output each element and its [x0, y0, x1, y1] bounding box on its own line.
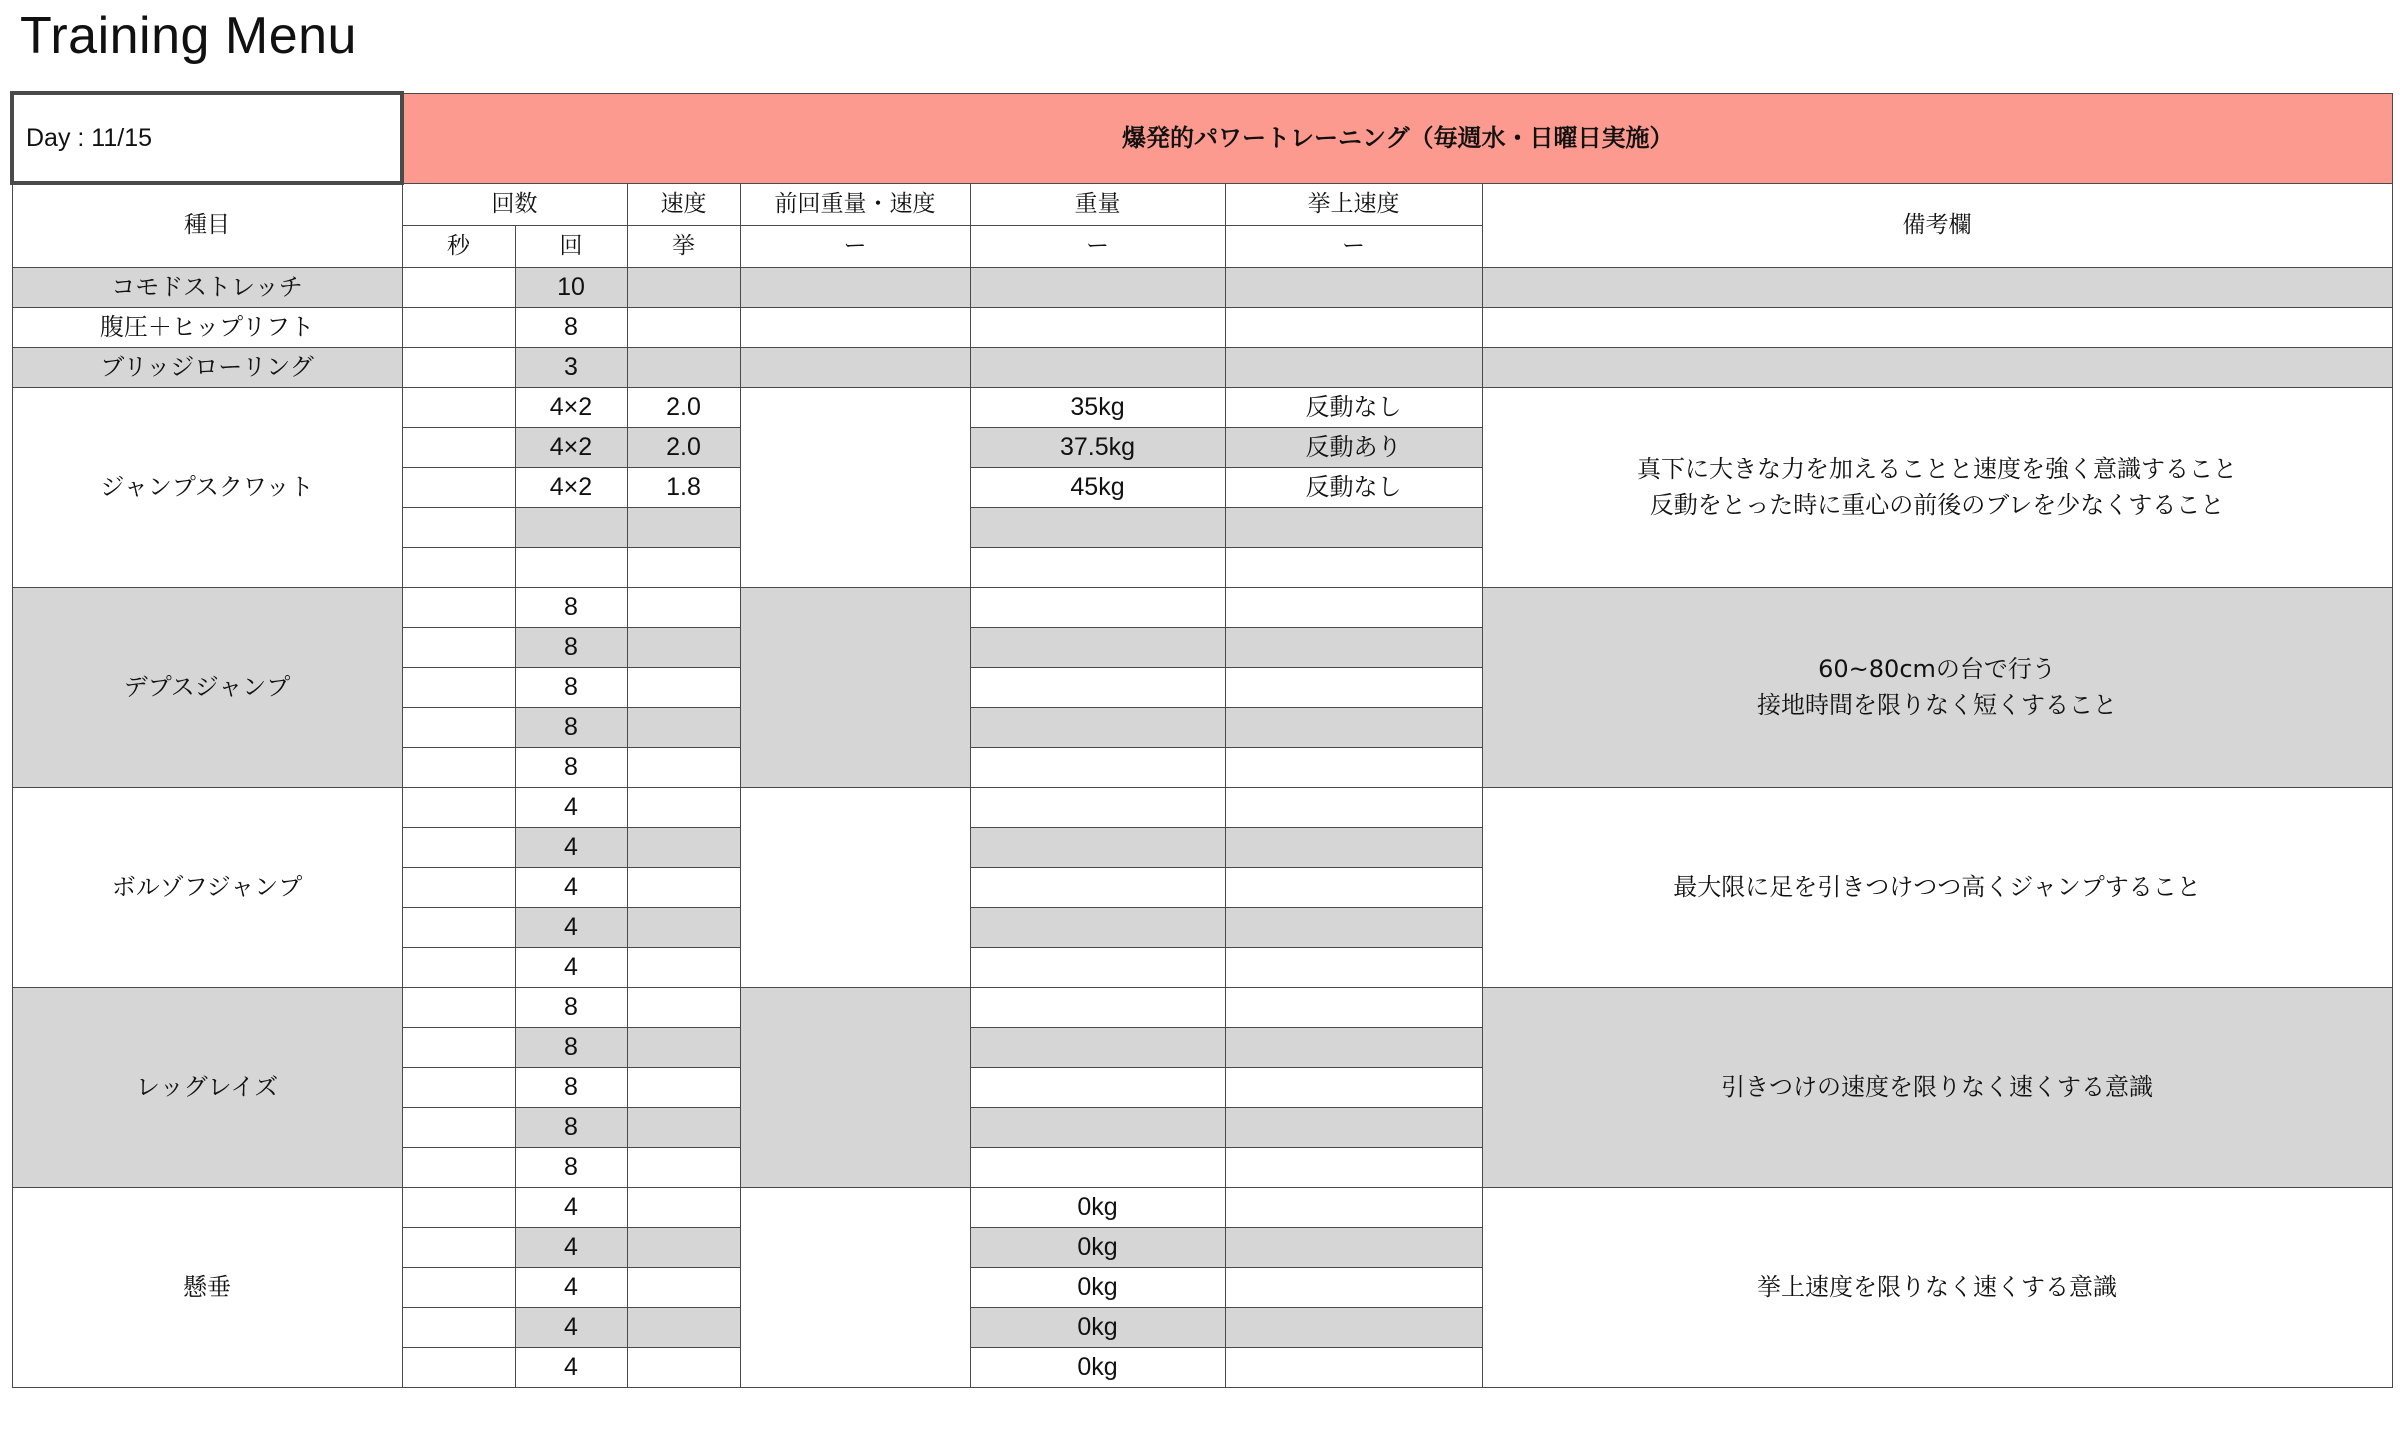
speed-cell [627, 1107, 740, 1147]
notes-cell [1482, 787, 2392, 987]
table-row [12, 587, 2392, 627]
subheader-weight: ー [970, 225, 1225, 267]
weight-cell: 45kg [970, 467, 1225, 507]
reps-cell [515, 507, 627, 547]
notes-cell [1482, 307, 2392, 347]
lift-speed-cell [1225, 667, 1482, 707]
subheader-lift-speed: ー [1225, 225, 1482, 267]
reps-cell: 8 [515, 1107, 627, 1147]
program-banner: 爆発的パワートレーニング（毎週水・日曜日実施） [402, 93, 2392, 183]
weight-cell: 0kg [970, 1267, 1225, 1307]
weight-cell [970, 747, 1225, 787]
weight-cell [970, 1027, 1225, 1067]
lift-speed-cell [1225, 587, 1482, 627]
weight-cell [970, 347, 1225, 387]
lift-speed-cell [1225, 1307, 1482, 1347]
reps-cell: 4 [515, 1307, 627, 1347]
reps-cell: 8 [515, 1067, 627, 1107]
weight-cell [970, 507, 1225, 547]
speed-cell [627, 587, 740, 627]
note-line: 60~80cmの台で行う [1818, 655, 2056, 683]
seconds-cell [402, 1307, 515, 1347]
speed-cell: 2.0 [627, 387, 740, 427]
lift-speed-cell [1225, 1107, 1482, 1147]
exercise-name: コモドストレッチ [12, 267, 402, 307]
weight-cell [970, 1147, 1225, 1187]
exercise-name: ボルゾフジャンプ [12, 787, 402, 987]
seconds-cell [402, 267, 515, 307]
previous-weight-speed-cell [740, 987, 970, 1187]
subheader-seconds: 秒 [402, 225, 515, 267]
seconds-cell [402, 1147, 515, 1187]
lift-speed-cell: 反動あり [1225, 427, 1482, 467]
seconds-cell [402, 947, 515, 987]
speed-cell [627, 987, 740, 1027]
speed-cell [627, 827, 740, 867]
lift-speed-cell: 反動なし [1225, 467, 1482, 507]
seconds-cell [402, 907, 515, 947]
seconds-cell [402, 387, 515, 427]
seconds-cell [402, 1267, 515, 1307]
weight-cell [970, 947, 1225, 987]
header-notes: 備考欄 [1482, 183, 2392, 267]
weight-cell: 0kg [970, 1187, 1225, 1227]
note-line: 反動をとった時に重心の前後のブレを少なくすること [1649, 491, 2225, 519]
reps-cell: 10 [515, 267, 627, 307]
previous-weight-speed-cell [740, 387, 970, 587]
notes-cell [1482, 587, 2392, 787]
reps-cell [515, 547, 627, 587]
reps-cell: 8 [515, 707, 627, 747]
seconds-cell [402, 507, 515, 547]
seconds-cell [402, 667, 515, 707]
lift-speed-cell [1225, 627, 1482, 667]
speed-cell [627, 707, 740, 747]
lift-speed-cell [1225, 987, 1482, 1027]
reps-cell: 8 [515, 307, 627, 347]
seconds-cell [402, 627, 515, 667]
weight-cell [970, 1107, 1225, 1147]
lift-speed-cell [1225, 1187, 1482, 1227]
table-row [12, 347, 2392, 387]
weight-cell: 37.5kg [970, 427, 1225, 467]
day-label: Day : 11/15 [12, 93, 402, 183]
seconds-cell [402, 1227, 515, 1267]
lift-speed-cell [1225, 547, 1482, 587]
speed-cell [627, 627, 740, 667]
lift-speed-cell [1225, 1347, 1482, 1387]
lift-speed-cell [1225, 747, 1482, 787]
reps-cell: 4 [515, 907, 627, 947]
speed-cell [627, 747, 740, 787]
speed-cell [627, 1187, 740, 1227]
reps-cell: 4×2 [515, 467, 627, 507]
notes-cell [1482, 387, 2392, 587]
reps-cell: 4 [515, 827, 627, 867]
speed-cell [627, 947, 740, 987]
speed-cell [627, 1027, 740, 1067]
table-row [12, 987, 2392, 1027]
speed-cell [627, 307, 740, 347]
header-speed: 速度 [627, 183, 740, 225]
header-exercise: 種目 [12, 183, 402, 267]
exercise-name: レッグレイズ [12, 987, 402, 1187]
subheader-previous: ー [740, 225, 970, 267]
speed-cell [627, 547, 740, 587]
lift-speed-cell [1225, 1027, 1482, 1067]
speed-cell: 1.8 [627, 467, 740, 507]
weight-cell [970, 827, 1225, 867]
seconds-cell [402, 1107, 515, 1147]
weight-cell [970, 907, 1225, 947]
speed-cell [627, 267, 740, 307]
seconds-cell [402, 1067, 515, 1107]
exercise-name: ブリッジローリング [12, 347, 402, 387]
weight-cell: 35kg [970, 387, 1225, 427]
weight-cell: 0kg [970, 1307, 1225, 1347]
note-line: 引きつけの速度を限りなく速くする意識 [1721, 1073, 2154, 1101]
lift-speed-cell [1225, 707, 1482, 747]
speed-cell [627, 1347, 740, 1387]
table-row [12, 1187, 2392, 1227]
previous-weight-speed-cell [740, 787, 970, 987]
lift-speed-cell [1225, 947, 1482, 987]
lift-speed-cell [1225, 787, 1482, 827]
seconds-cell [402, 747, 515, 787]
lift-speed-cell: 反動なし [1225, 387, 1482, 427]
reps-cell: 4×2 [515, 387, 627, 427]
seconds-cell [402, 307, 515, 347]
exercise-name: ジャンプスクワット [12, 387, 402, 587]
notes-cell [1482, 267, 2392, 307]
previous-weight-speed-cell [740, 1187, 970, 1387]
weight-cell [970, 787, 1225, 827]
weight-cell [970, 987, 1225, 1027]
weight-cell [970, 707, 1225, 747]
speed-cell [627, 667, 740, 707]
lift-speed-cell [1225, 347, 1482, 387]
reps-cell: 4×2 [515, 427, 627, 467]
lift-speed-cell [1225, 267, 1482, 307]
previous-weight-speed-cell [740, 267, 970, 307]
note-line: 接地時間を限りなく短くすること [1757, 691, 2118, 719]
training-menu-table [10, 91, 2393, 1388]
weight-cell [970, 867, 1225, 907]
seconds-cell [402, 707, 515, 747]
note-line: 最大限に足を引きつけつつ高くジャンプすること [1673, 873, 2201, 901]
seconds-cell [402, 867, 515, 907]
reps-cell: 4 [515, 1227, 627, 1267]
reps-cell: 4 [515, 1187, 627, 1227]
lift-speed-cell [1225, 1147, 1482, 1187]
lift-speed-cell [1225, 507, 1482, 547]
seconds-cell [402, 347, 515, 387]
reps-cell: 4 [515, 1347, 627, 1387]
lift-speed-cell [1225, 1067, 1482, 1107]
weight-cell [970, 667, 1225, 707]
seconds-cell [402, 587, 515, 627]
speed-cell [627, 1147, 740, 1187]
speed-cell [627, 907, 740, 947]
weight-cell [970, 267, 1225, 307]
reps-cell: 3 [515, 347, 627, 387]
reps-cell: 4 [515, 947, 627, 987]
previous-weight-speed-cell [740, 587, 970, 787]
note-line: 真下に大きな力を加えることと速度を強く意識すること [1637, 455, 2238, 483]
speed-cell [627, 1267, 740, 1307]
speed-cell [627, 1307, 740, 1347]
table-row [12, 387, 2392, 427]
exercise-name: デプスジャンプ [12, 587, 402, 787]
reps-cell: 8 [515, 1027, 627, 1067]
reps-cell: 8 [515, 1147, 627, 1187]
weight-cell [970, 1067, 1225, 1107]
reps-cell: 4 [515, 787, 627, 827]
subheader-reps: 回 [515, 225, 627, 267]
seconds-cell [402, 827, 515, 867]
speed-cell [627, 507, 740, 547]
seconds-cell [402, 787, 515, 827]
notes-cell [1482, 1187, 2392, 1387]
reps-cell: 8 [515, 987, 627, 1027]
speed-cell: 2.0 [627, 427, 740, 467]
reps-cell: 8 [515, 587, 627, 627]
previous-weight-speed-cell [740, 347, 970, 387]
lift-speed-cell [1225, 827, 1482, 867]
weight-cell [970, 307, 1225, 347]
table-row [12, 307, 2392, 347]
lift-speed-cell [1225, 1227, 1482, 1267]
weight-cell: 0kg [970, 1227, 1225, 1267]
header-lift-speed: 挙上速度 [1225, 183, 1482, 225]
seconds-cell [402, 1027, 515, 1067]
page-title: Training Menu [20, 7, 357, 65]
weight-cell [970, 587, 1225, 627]
notes-cell [1482, 347, 2392, 387]
header-reps: 回数 [402, 183, 627, 225]
speed-cell [627, 1227, 740, 1267]
seconds-cell [402, 987, 515, 1027]
seconds-cell [402, 467, 515, 507]
header-weight: 重量 [970, 183, 1225, 225]
exercise-name: 腹圧＋ヒップリフト [12, 307, 402, 347]
weight-cell [970, 547, 1225, 587]
reps-cell: 8 [515, 627, 627, 667]
lift-speed-cell [1225, 1267, 1482, 1307]
seconds-cell [402, 1347, 515, 1387]
speed-cell [627, 1067, 740, 1107]
speed-cell [627, 347, 740, 387]
speed-cell [627, 787, 740, 827]
notes-cell [1482, 987, 2392, 1187]
speed-cell [627, 867, 740, 907]
note-line: 挙上速度を限りなく速くする意識 [1757, 1273, 2118, 1301]
lift-speed-cell [1225, 307, 1482, 347]
seconds-cell [402, 1187, 515, 1227]
reps-cell: 4 [515, 867, 627, 907]
previous-weight-speed-cell [740, 307, 970, 347]
lift-speed-cell [1225, 907, 1482, 947]
lift-speed-cell [1225, 867, 1482, 907]
weight-cell [970, 627, 1225, 667]
subheader-speed: 挙 [627, 225, 740, 267]
exercise-name: 懸垂 [12, 1187, 402, 1387]
reps-cell: 8 [515, 667, 627, 707]
seconds-cell [402, 547, 515, 587]
table-row [12, 267, 2392, 307]
seconds-cell [402, 427, 515, 467]
table-row [12, 787, 2392, 827]
reps-cell: 4 [515, 1267, 627, 1307]
reps-cell: 8 [515, 747, 627, 787]
header-previous-weight-speed: 前回重量・速度 [740, 183, 970, 225]
weight-cell: 0kg [970, 1347, 1225, 1387]
